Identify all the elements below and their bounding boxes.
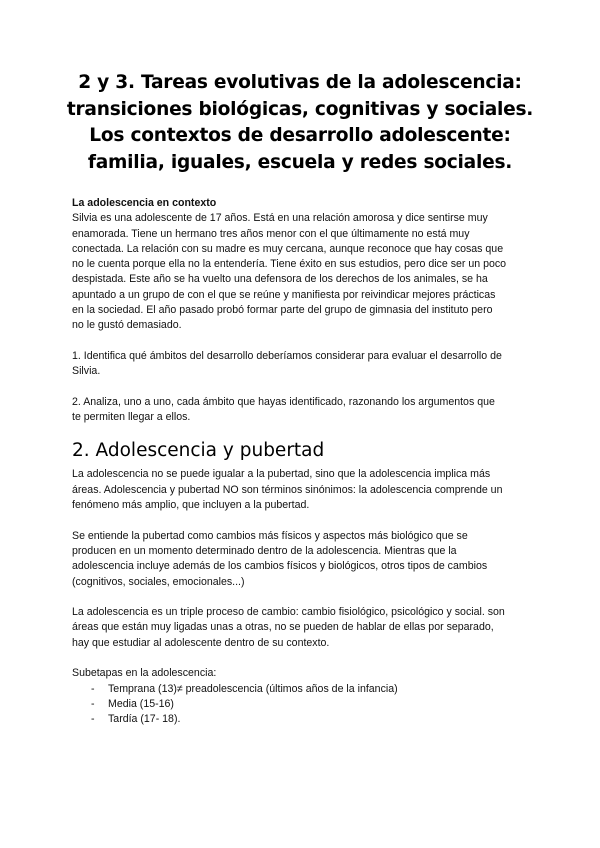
- page-title: [62, 70, 538, 176]
- text-line: adolescencia incluye además de los cambios físicos y biológicos, otros tipos de cambios: [72, 560, 488, 573]
- text-line: Silvia es una adolescente de 17 años. Está en una relación amorosa y dice sentirse muy: [72, 212, 488, 225]
- text-line: Silvia.: [72, 365, 101, 378]
- text-line: apuntado a un grupo de con el que se reúne y manifiesta por reivindicar mejores prácticas: [72, 288, 496, 301]
- text-line: (cognitivos, sociales, emocionales...): [72, 575, 245, 588]
- paragraph-3: [72, 605, 532, 651]
- text-line: 2. Analiza, uno a uno, cada ámbito que hayas identificado, razonando los argumentos que: [72, 395, 495, 408]
- paragraph-2: [72, 529, 532, 590]
- text-line: enamorada. Tiene un hermano tres años menor con el que últimamente no está muy: [72, 227, 470, 240]
- list-item-text: Media (15-16): [108, 697, 174, 710]
- title-line: familia, iguales, escuela y redes sociales.: [87, 151, 513, 173]
- title-line: 2 y 3. Tareas evolutivas de la adolescencia:: [78, 72, 522, 93]
- text-line: La adolescencia no se puede igualar a la pubertad, sino que la adolescencia implica más: [72, 468, 491, 481]
- list-item-text: Tardía (17- 18).: [108, 713, 181, 726]
- title-line: Los contextos de desarrollo adolescente:: [89, 125, 511, 146]
- list-item: [72, 682, 532, 697]
- text-line: áreas que están muy ligadas unas a otras, no se pueden de hablar de ellas por separado,: [72, 621, 494, 634]
- context-subtitle: La adolescencia en contexto: [72, 197, 217, 209]
- text-line: producen en un momento determinado dentro de la adolescencia. Mientras que la: [72, 544, 457, 557]
- text-line: no le gustó demasiado.: [72, 319, 182, 332]
- text-line: te permiten llegar a ellos.: [72, 411, 191, 424]
- section-heading: 2. Adolescencia y pubertad: [72, 440, 325, 462]
- paragraph-1: [72, 467, 532, 513]
- list-dash: -: [91, 682, 95, 695]
- question-2: [72, 395, 532, 426]
- stages-list: [72, 682, 532, 728]
- text-line: en la sociedad. El año pasado probó formar parte del grupo de gimnasia del instituto pero: [72, 304, 493, 317]
- text-line: áreas. Adolescencia y pubertad NO son términos sinónimos: la adolescencia comprende un: [72, 483, 503, 496]
- list-item-text: Temprana (13)≠ preadolescencia (últimos años de la infancia): [108, 682, 398, 695]
- text-line: no le cuenta porque ella no la entendería. Tiene éxito en sus estudios, pero dice ser un poco: [72, 258, 507, 271]
- text-line: hay que estudiar al adolescente dentro de su contexto.: [72, 636, 330, 649]
- list-item: [72, 697, 532, 712]
- text-line: Se entiende la pubertad como cambios más físicos y aspectos más biológico que se: [72, 529, 468, 542]
- case-paragraph: [72, 211, 532, 333]
- text-line: 1. Identifica qué ámbitos del desarrollo deberíamos considerar para evaluar el desarrollo de: [72, 349, 502, 362]
- list-dash: -: [91, 713, 95, 726]
- question-1: [72, 349, 532, 380]
- text-line: La adolescencia es un triple proceso de cambio: cambio fisiológico, psicológico y social. son: [72, 606, 505, 619]
- text-line: fenómeno más amplio, que incluyen a la pubertad.: [72, 499, 310, 512]
- text-line: despistada. Este año se ha vuelto una defensora de los derechos de los animales, se ha: [72, 273, 488, 286]
- stages-label: Subetapas en la adolescencia:: [72, 667, 217, 680]
- document-body: [72, 196, 532, 728]
- list-item: [72, 712, 532, 727]
- text-line: conectada. La relación con su madre es muy cercana, aunque reconoce que hay cosas que: [72, 242, 504, 255]
- list-dash: -: [91, 697, 95, 710]
- title-line: transiciones biológicas, cognitivas y sociales.: [66, 98, 534, 120]
